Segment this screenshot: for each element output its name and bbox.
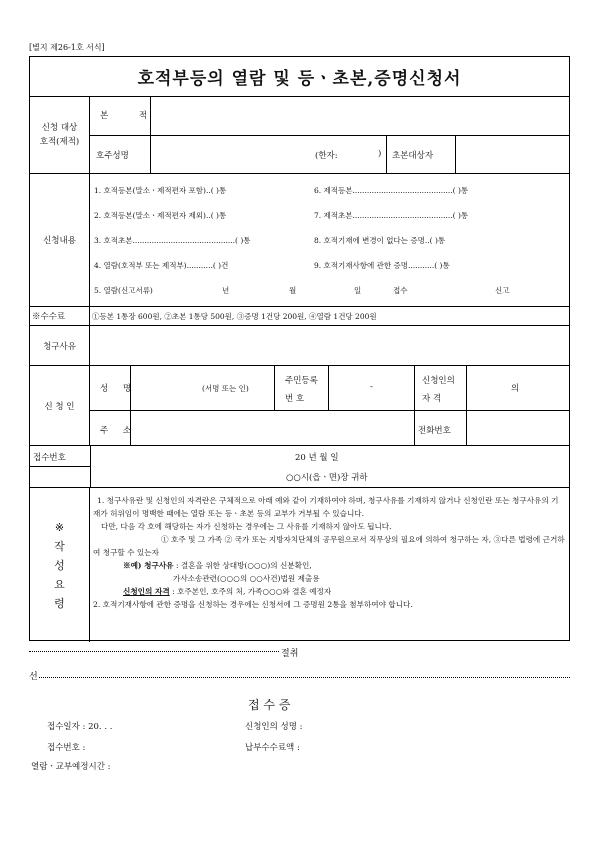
domicile-field[interactable]: [156, 109, 566, 125]
hanja-close: ): [378, 149, 382, 159]
receipt-name-label: 신청인의 성명 :: [245, 722, 303, 732]
content-label: 신청내용: [30, 174, 90, 306]
reason-row: [30, 326, 569, 366]
cut-label-2: 선: [29, 672, 38, 682]
fee-text: ①등본 1통장 600원, ②초본 1통당 500원, ③증명 1건당 200원, ④열람 1건당 200원: [92, 312, 377, 321]
domicile-label: 본 적: [100, 111, 162, 121]
request-content-section: 신청내용 1. 호적등본(말소ㆍ제적편자 포함)..( )통 6. 제적등본..........................................( )통 2. 호적등본(말소ㆍ제적편자 제외)..( )통 7. 제적초본..........................................( )통 3. 호적초본...........................................( )통 8. 호적기재에 변경이 없다는 증명..( )통 4. 열람(호적부 또는 제적부)...........( )건 9. 호적기재사항에 관한 증명...........( )통 5. 열람(신고서류) 년 월 일 접수 신고: [30, 174, 569, 307]
target-label: 신청 대상 호적(제적): [30, 97, 90, 173]
qual-label-1: 신청인의: [422, 376, 455, 386]
applicant-section: [30, 366, 569, 446]
content-item-4[interactable]: 4. 열람(호적부 또는 제적부)...........( )건: [94, 261, 229, 270]
name-label: 성 명: [100, 384, 138, 394]
phone-field[interactable]: [470, 416, 566, 440]
content-item-3[interactable]: 3. 호적초본...........................................( )통: [94, 236, 251, 245]
receipt-number-section: [30, 446, 569, 488]
content-item-5[interactable]: 5. 열람(신고서류): [94, 286, 153, 295]
cut-line-lower: [39, 677, 570, 678]
id-label-1: 주민등록: [285, 376, 318, 386]
address-field[interactable]: [135, 416, 410, 440]
receipt-time-label: 열람ㆍ교부예정시간 :: [31, 762, 111, 772]
applicant-label: 신 청 인: [30, 366, 90, 445]
note-exception-list: ① 호주 및 그 가족 ② 국가 또는 지방자치단체의 공무원으로서 직무상의 필요에 의하여 청구하는 자, ③다른 법령에 근거하여 청구할 수 있는자: [93, 535, 565, 557]
content-item-1[interactable]: 1. 호적등본(말소ㆍ제적편자 포함)..( )통: [94, 186, 227, 195]
reason-label: 청구사유: [30, 326, 90, 365]
content-item-9[interactable]: 9. 호적기재사항에 관한 증명...........( )통: [314, 261, 450, 270]
id-label-2: 번 호: [285, 394, 305, 404]
cut-line-upper: [29, 651, 279, 652]
form-title: 호적부등의 열람 및 등ㆍ초본,증명신청서: [137, 69, 462, 89]
id-dash: -: [370, 382, 373, 392]
reason-field[interactable]: [94, 334, 564, 358]
addressee-line: ○○시(읍ㆍ면)장 귀하: [286, 473, 368, 483]
receipt-no-label-2: 접수번호 :: [47, 743, 86, 753]
example-reason: ※예) 청구사유 : 결혼을 위한 상대방(○○○)의 신분확인,: [123, 561, 312, 570]
note-exception: 다만, 다음 각 호에 해당하는 자가 신청하는 경우에는 그 사유를 기재하지 않아도 됩니다.: [101, 522, 392, 531]
receipt-title: 접 수 증: [248, 698, 291, 712]
household-head-field[interactable]: [156, 145, 316, 165]
receipt-date-line: 20 년 월 일: [295, 453, 339, 463]
address-label: 주 소: [100, 426, 138, 436]
household-head-label: 호주성명: [96, 151, 129, 161]
fee-row: [30, 307, 569, 326]
instructions-text: [93, 494, 565, 611]
subject-label: 초본대상자: [392, 151, 434, 161]
sign-hint: (서명 또는 인): [202, 384, 249, 393]
fee-label: ※수수료: [30, 307, 90, 325]
instructions-section: [30, 488, 569, 642]
example-reason-2: 가사소송관련(○○○의 ○○사건)법원 제출용: [173, 574, 320, 583]
form-code: [별지 제26-1호 서식]: [29, 43, 105, 52]
content-item-6[interactable]: 6. 제적등본..........................................( )통: [314, 186, 469, 195]
phone-label: 전화번호: [418, 426, 451, 436]
note-2: 2. 호적기재사항에 관한 증명을 신청하는 경우에는 신청서에 그 증명원 2통을 첨부하여야 합니다.: [93, 600, 413, 609]
content-item-7[interactable]: 7. 제적초본..........................................( )통: [314, 211, 469, 220]
target-section: [30, 97, 569, 174]
receipt-date-label: 접수일자 : 20. . .: [47, 722, 113, 732]
subject-field[interactable]: [460, 145, 566, 165]
cut-label: 절취: [281, 649, 299, 659]
instructions-label: ※ 작 성 요 령: [30, 488, 90, 642]
qual-value: 의: [511, 384, 520, 394]
example-qualification: 신청인의 자격 : 호주본인, 호주의 처, 가족○○○와 결혼 예정자: [123, 587, 332, 596]
note-1: 1. 청구사유란 및 신청인의 자격란은 구체적으로 아래 예와 같이 기재하여야 하며, 청구사유를 기재하지 않거나 신청인란 또는 청구사유의 기재가 허위임이 명백한 때에는 열람 또는 등ㆍ초본 등의 교부가 거부될 수 있습니다.: [93, 496, 559, 518]
qual-label-2: 자 격: [422, 394, 442, 404]
application-form: [29, 56, 570, 641]
title-row: [30, 57, 569, 97]
receipt-fee-label: 납부수수료액 :: [245, 743, 300, 753]
receipt-no-label: 접수번호: [33, 453, 66, 463]
content-item-8[interactable]: 8. 호적기재에 변경이 없다는 증명..( )통: [314, 236, 446, 245]
hanja-label: (한자:: [315, 151, 338, 161]
content-item-2[interactable]: 2. 호적등본(말소ㆍ제적편자 제외)..( )통: [94, 211, 227, 220]
